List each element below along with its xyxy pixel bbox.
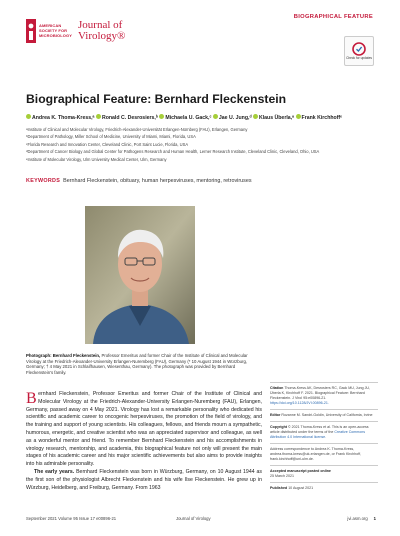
portrait-photo [85,206,195,344]
orcid-icon [296,114,301,119]
accepted-block: Accepted manuscript posted online 25 March 2021 [270,465,378,479]
affiliation: ᶜFlorida Research and Innovation Center, Cleveland Clinic, Port Saint Lucie, Florida, USA [26,141,189,147]
affiliation: ᵈDepartment of Cancer Biology and Global Center for Pathogens Research and Human Health, Lerner Research Institute, Cleveland Clinic, Cleveland, Ohio, USA [26,149,320,155]
orcid-icon [213,114,218,119]
body-paragraph: The early years. Bernhard Fleckenstein was born in Würzburg, Germany, on 10 August 1944 as the first son of the physiologist Albrecht Fleckenstein and his wife Ilse Fleckenstein. He grew up in Würzburg, Heidelberg, and Freiburg, Germany. From 1963 [26,468,262,491]
citation-block: Citation Thoma-Kress AK, Desrosiers RC, Gack MU, Jung JU, Überla K, Kirchhoff F. 2021. Biographical Feature: Bernhard Fleckenstein. J Virol 95:e00896-21. https://doi.org/10.1128/JVI.00896-21. [270,382,378,406]
caption-text: Professor Emeritus and former Chair of the Institute of Clinical and Molecular Virology at the Friedrich-Alexander-University Erlangen-Nuremberg (FAU), Germany (* 10 August 1944 in Würzburg, Germany; † 4 May 2021 in Schlaifhausen, Wiesenthau, Germany). The photograph was provided by Bernhard Fleckenstein's family. [26,353,248,375]
affiliation: ᵉInstitute of Molecular Virology, Ulm University Medical Center, Ulm, Germany [26,156,167,162]
journal-site-link[interactable]: jvi.asm.org [347,516,368,521]
portrait-image [85,206,195,344]
check-for-updates-button[interactable] [344,36,374,66]
author-list [26,114,342,121]
affiliations [26,126,376,163]
check-updates-label: Check for updates [346,55,372,60]
author[interactable]: Michaela U. Gack,ᶜ [159,115,211,121]
article-body [26,391,262,492]
footer-journal: Journal of Virology [176,516,211,521]
article-title: Biographical Feature: Bernhard Fleckenstein [26,92,287,106]
author[interactable]: Andrea K. Thoma-Kress,ᵃ [26,115,95,121]
author[interactable]: Frank Kirchhoffᵉ [296,115,343,121]
license-link[interactable]: Creative Commons Attribution 4.0 International license. [270,430,366,439]
published-block: Published 10 August 2021 [270,482,378,491]
affiliation: ᵇDepartment of Pathology, Miller School of Medicine, University of Miami, Miami, Florida, USA [26,134,196,140]
orcid-icon [96,114,101,119]
keywords-text: Bernhard Fleckenstein, obituary, human herpesviruses, mentoring, retroviruses [63,178,252,184]
body-paragraph: Bernhard Fleckenstein, Professor Emeritus and former Chair of the Institute of Clinical and Molecular Virology at the Friedrich-Alexander-University Erlangen-Nuremberg (FAU), Erlangen, Germany, passed away on 4 May 2021. Virology has lost a remarkable personality who dedicated his scientific and academic career to oncogenic herpesviruses, the promotion of the field of virology, and the training and support of young scientists. His colleagues, fellows, and friends mourn a sympathetic, humorous, energetic, and creative scientist who was an appreciated supervisor and colleague, as well as a wonderful mentor and friend. To remember Bernhard Fleckenstein and his accomplishments in virology research, mentorship, and academia, this biographical feature not only will present the main stages of his academic career and his major scientific achievements but also aims to provide insights into his admirable personality. [26,390,262,468]
publisher-name: AMERICAN SOCIETY FOR MICROBIOLOGY [39,23,72,38]
orcid-icon [159,114,164,119]
section-runin-heading: The early years. [34,468,75,475]
caption-lead: Photograph: Bernhard Fleckenstein, [26,353,101,358]
keywords [26,177,276,185]
asm-logo-icon [26,19,36,43]
orcid-icon [253,114,258,119]
page-footer [26,516,376,521]
affiliation: ᵃInstitute of Clinical and Molecular Virology, Friedrich-Alexander-Universität Erlangen-Nürnberg (FAU), Erlangen, Germany [26,127,248,132]
editor-block: Editor Rozanne M. Sandri-Goldin, University of California, Irvine [270,409,378,418]
journal-logo [26,17,126,51]
photo-caption [26,353,262,375]
correspondence-block: Address correspondence to Andrea K. Thoma-Kress, andrea.thoma-kress@uk-erlangen.de, or Frank Kirchhoff, frank.kirchhoff@uni-ulm.de. [270,443,378,462]
author[interactable]: Ronald C. Desrosiers,ᵇ [96,115,158,121]
check-updates-icon [352,42,366,56]
article-info-sidebar [270,382,378,494]
section-label: BIOGRAPHICAL FEATURE [293,14,373,20]
footer-site [347,516,376,521]
copyright-block: Copyright © 2021 Thoma-Kress et al. This is an open-access article distributed under the terms of the Creative Commons Attribution 4.0 International license. [270,421,378,440]
issue-info: September 2021 Volume 95 Issue 17 e00896-21 [26,516,117,521]
author[interactable]: Jae U. Jung,ᵈ [213,115,252,121]
keywords-label: KEYWORDS [26,178,61,184]
page-number: 1 [373,516,376,521]
journal-name: Journal of Virology® [78,19,126,42]
orcid-icon [26,114,31,119]
author[interactable]: Klaus Überla,ᵃ [253,115,294,121]
doi-link[interactable]: https://doi.org/10.1128/JVI.00896-21. [270,401,329,405]
drop-cap: B [26,390,37,407]
